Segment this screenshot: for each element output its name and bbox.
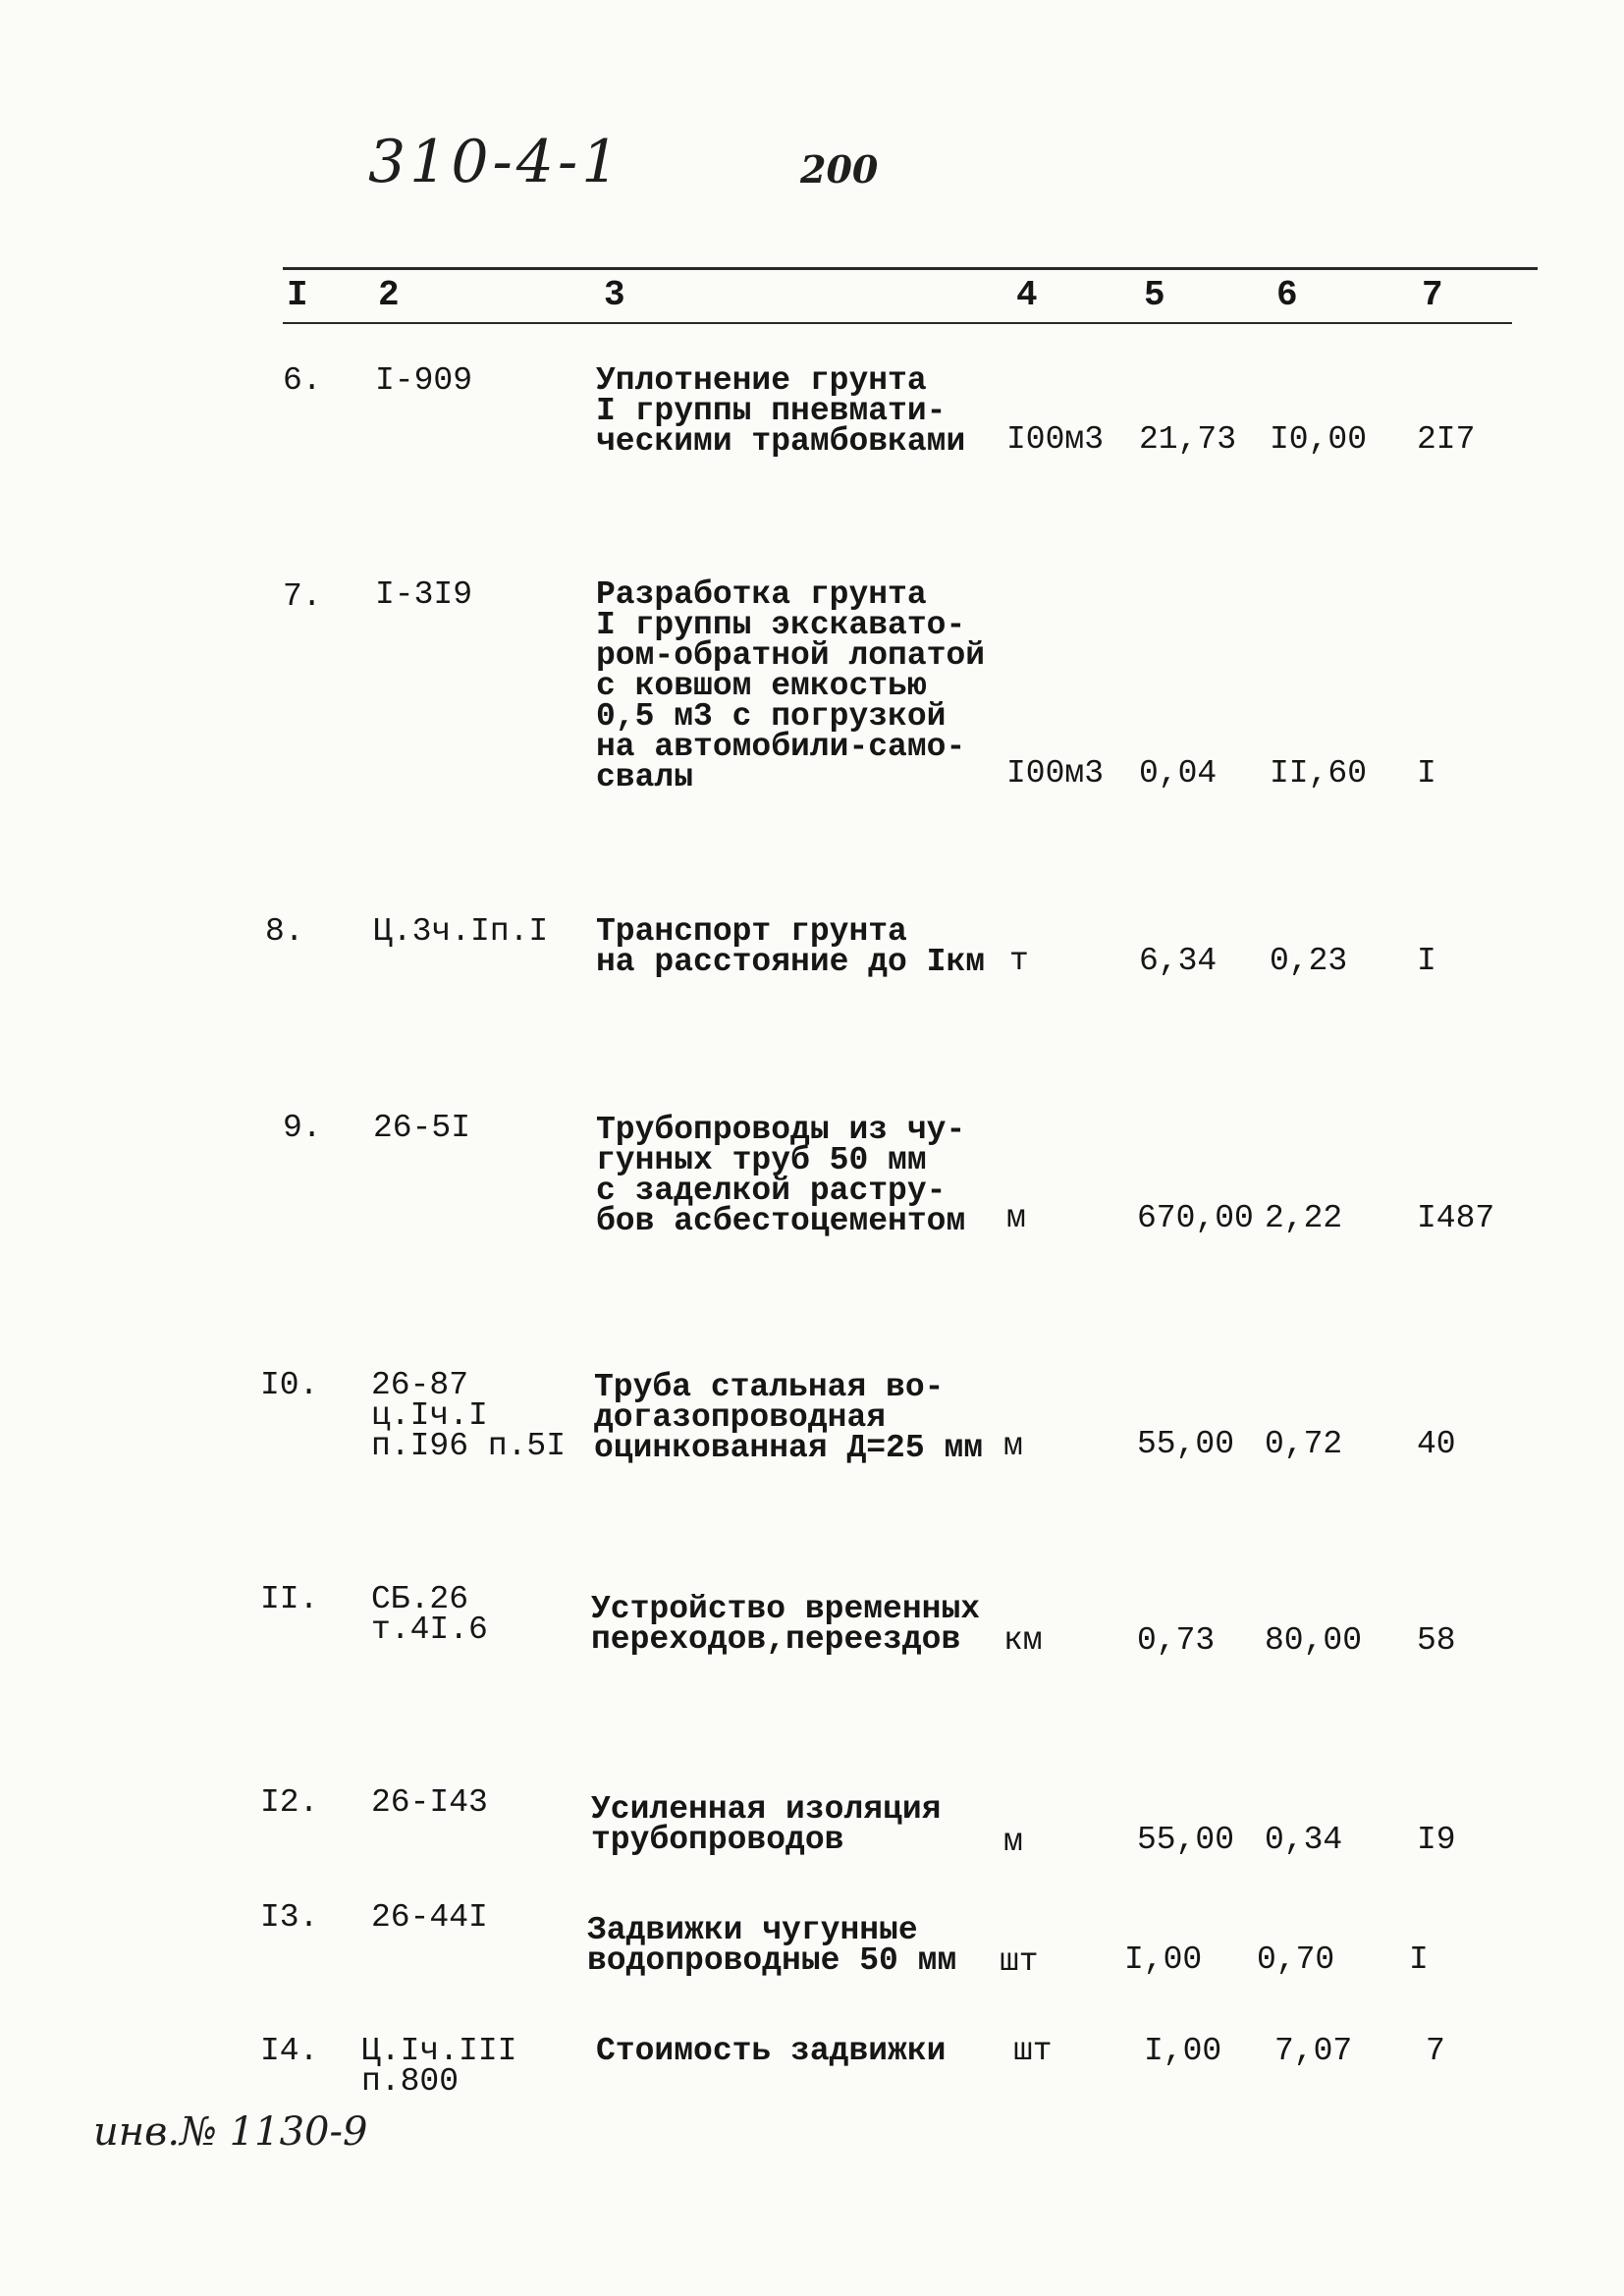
norm-code: Ц.3ч.Iп.I [373, 913, 549, 950]
norm-code: Ц.Iч.III п.800 [361, 2033, 517, 2100]
unit-price: 2,22 [1265, 1200, 1343, 1236]
row-number: I0. [260, 1367, 319, 1403]
page-number: 200 [800, 147, 879, 191]
unit: шт [1000, 1943, 1039, 1980]
unit: т [1009, 943, 1029, 979]
work-description: Уплотнение грунта I группы пневмати- ческими трамбовками [596, 362, 966, 460]
total-cost: 40 [1417, 1426, 1456, 1462]
total-cost: I [1417, 943, 1436, 979]
work-description: Труба стальная во- догазопроводная оцинкованная Д=25 мм [594, 1369, 984, 1466]
document-code: 310-4-1 [368, 128, 623, 196]
quantity: 21,73 [1139, 421, 1237, 458]
row-number: I2. [260, 1784, 319, 1821]
quantity: 6,34 [1139, 943, 1218, 979]
column-header-5: 5 [1144, 275, 1165, 315]
quantity: I,00 [1144, 2033, 1222, 2069]
column-header-2: 2 [378, 275, 400, 315]
row-number: II. [260, 1581, 319, 1617]
column-header-4: 4 [1016, 275, 1038, 315]
unit-price: I0,00 [1270, 421, 1368, 458]
quantity: 670,00 [1137, 1200, 1254, 1236]
quantity: 55,00 [1137, 1426, 1235, 1462]
row-number: 6. [283, 362, 322, 399]
total-cost: I [1417, 755, 1436, 792]
norm-code: 26-44I [371, 1899, 488, 1936]
norm-code: 26-I43 [371, 1784, 488, 1821]
total-cost: 2I7 [1417, 421, 1476, 458]
inventory-note: инв.№ 1130-9 [93, 2109, 368, 2155]
total-cost: 7 [1426, 2033, 1445, 2069]
total-cost: I487 [1417, 1200, 1495, 1236]
unit: м [1006, 1200, 1026, 1236]
unit-price: II,60 [1270, 755, 1368, 792]
unit-price: 0,70 [1257, 1941, 1335, 1978]
unit: I00м3 [1006, 755, 1105, 792]
norm-code: СБ.26 т.4I.6 [371, 1581, 488, 1648]
unit: шт [1013, 2033, 1053, 2069]
unit-price: 80,00 [1265, 1622, 1363, 1659]
work-description: Транспорт грунта на расстояние до Iкм [596, 913, 986, 980]
work-description: Разработка грунта I группы экскавато- ром-обратной лопатой с ковшом емкостью 0,5 м3 с погрузкой на автомобили-само- свалы [596, 576, 986, 795]
row-number: I3. [260, 1899, 319, 1936]
column-header-1: I [287, 275, 308, 315]
norm-code: I-3I9 [375, 576, 473, 613]
work-description: Задвижки чугунные водопроводные 50 мм [587, 1912, 957, 1979]
unit: I00м3 [1006, 421, 1105, 458]
norm-code: 26-87 ц.Iч.I п.I96 п.5I [371, 1367, 567, 1464]
row-number: I4. [260, 2033, 319, 2069]
column-header-3: 3 [604, 275, 625, 315]
work-description: Трубопроводы из чу- гунных труб 50 мм с заделкой растру- бов асбестоцементом [596, 1112, 966, 1239]
quantity: I,00 [1124, 1941, 1203, 1978]
unit: м [1003, 1428, 1023, 1464]
total-cost: 58 [1417, 1622, 1456, 1659]
norm-code: 26-5I [373, 1110, 471, 1146]
norm-code: I-909 [375, 362, 473, 399]
work-description: Усиленная изоляция трубопроводов [591, 1791, 942, 1858]
unit: м [1003, 1824, 1023, 1860]
unit-price: 7,07 [1274, 2033, 1353, 2069]
unit-price: 0,23 [1270, 943, 1348, 979]
unit-price: 0,34 [1265, 1822, 1343, 1858]
table-header-rule [283, 322, 1512, 324]
row-number: 7. [283, 578, 322, 615]
row-number: 8. [265, 913, 304, 950]
quantity: 0,04 [1139, 755, 1218, 792]
column-header-7: 7 [1422, 275, 1443, 315]
total-cost: I [1409, 1941, 1429, 1978]
unit-price: 0,72 [1265, 1426, 1343, 1462]
table-top-rule [283, 267, 1538, 270]
quantity: 0,73 [1137, 1622, 1216, 1659]
work-description: Устройство временных переходов,переездов [591, 1591, 981, 1658]
row-number: 9. [283, 1110, 322, 1146]
unit: км [1003, 1622, 1043, 1659]
quantity: 55,00 [1137, 1822, 1235, 1858]
column-header-6: 6 [1276, 275, 1298, 315]
total-cost: I9 [1417, 1822, 1456, 1858]
work-description: Стоимость задвижки [596, 2033, 947, 2069]
